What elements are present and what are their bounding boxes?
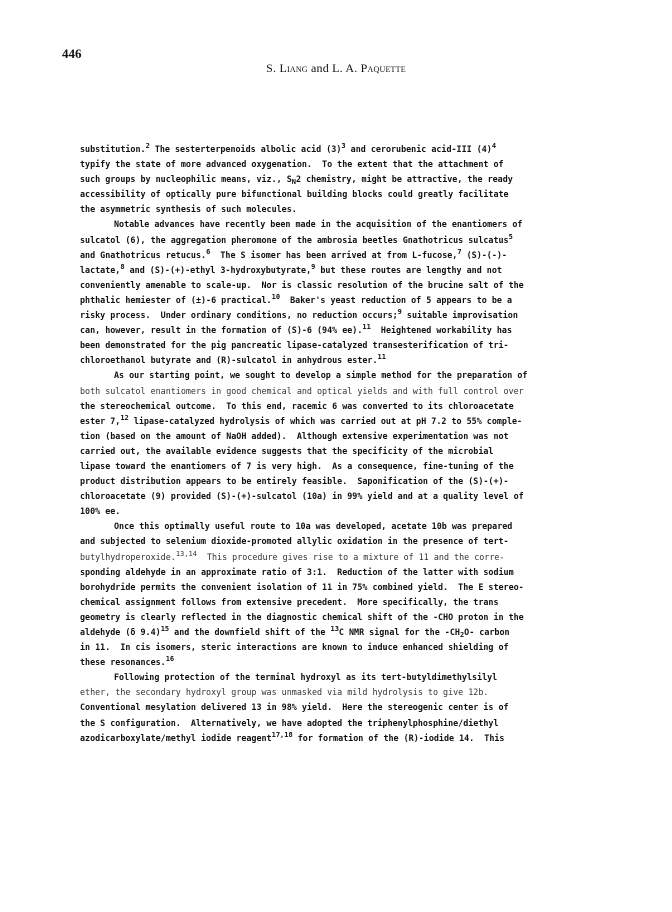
text-line [80, 157, 600, 172]
text-run: suitable improvisation [401, 310, 518, 321]
running-header [0, 61, 672, 76]
text-line [80, 550, 600, 565]
text-line [80, 625, 600, 640]
superscript: 16 [165, 655, 175, 664]
text-line [80, 519, 600, 534]
text-run: azodicarboxylate/methyl iodide reagent [80, 732, 272, 743]
text-run: The sesterterpenoids albolic acid (3) [149, 144, 342, 154]
text-run: but these routes are lengthy and not [315, 264, 502, 275]
superscript: 3 [341, 142, 346, 150]
text-line [80, 716, 600, 731]
text-line [80, 278, 600, 293]
text-line [80, 414, 600, 429]
author-2: L. A. Paquette [332, 61, 406, 75]
superscript: 13,14 [175, 549, 197, 558]
text-line [80, 429, 600, 444]
text-line [80, 233, 600, 248]
text-line [80, 459, 600, 474]
page-number: 446 [62, 46, 82, 61]
text-run: and the downfield shift of the [169, 627, 331, 637]
text-run: and subjected to selenium dioxide-promoted allylic oxidation in the presence of tert- [80, 536, 509, 547]
text-run: The S isomer has been arrived at from L-fucose, [210, 249, 458, 260]
text-run: and Gnathotricus retucus. [80, 249, 207, 260]
text-run: tion (based on the amount of NaOH added). Although extensive experimentation was not [80, 430, 509, 441]
text-run: lipase-catalyzed hydrolysis of which was carried out at pH 7.2 to 55% comple- [128, 415, 523, 426]
author-conjunction: and [310, 61, 329, 75]
text-run: sponding aldehyde in an approximate ratio of 3:1. Reduction of the latter with sodium [80, 566, 514, 577]
text-run: lipase toward the enantiomers of 7 is very high. As a consequence, fine-tuning of the [80, 460, 514, 471]
text-line [80, 384, 600, 399]
text-run: Heightened workability has [370, 325, 512, 336]
text-run: phthalic hemiester of (±)-6 practical. [80, 294, 272, 305]
text-line [80, 293, 600, 308]
text-run: carried out, the available evidence suggests that the specificity of the microbial [80, 445, 494, 456]
superscript: 6 [206, 247, 211, 256]
text-run: in 11. In cis isomers, steric interactions are known to induce enhanced shielding of [80, 642, 509, 653]
text-line [80, 217, 600, 232]
text-line [80, 700, 600, 715]
text-line [80, 731, 600, 746]
text-line [80, 263, 600, 278]
text-line [80, 670, 600, 685]
text-line [80, 640, 600, 655]
text-run: O- carbon [464, 627, 510, 637]
text-run: ether, the secondary hydroxyl group was unmasked via mild hydrolysis to give 12b. [80, 687, 489, 698]
text-line [80, 474, 600, 489]
text-line [80, 399, 600, 414]
superscript: 10 [271, 292, 281, 301]
text-run: the S configuration. Alternatively, we have adopted the triphenylphosphine/diethyl [80, 717, 499, 728]
text-run: aldehyde (δ 9.4) [80, 627, 161, 637]
text-run: risky process. Under ordinary conditions, no reduction occurs; [80, 310, 398, 321]
text-line [80, 565, 600, 580]
body-text [80, 142, 600, 746]
subscript: 2 [459, 631, 465, 639]
text-line [80, 595, 600, 610]
text-line [80, 308, 600, 323]
superscript: 7 [457, 247, 462, 256]
text-line [80, 338, 600, 353]
text-line [80, 142, 600, 157]
superscript: 9 [311, 262, 316, 271]
subscript: N [291, 178, 296, 187]
text-run: butylhydroperoxide. [80, 551, 176, 562]
text-line [80, 534, 600, 549]
text-line [80, 248, 600, 263]
text-run: 100% ee. [80, 506, 121, 517]
text-run: Notable advances have recently been made in the acquisition of the enantiomers of [114, 219, 523, 230]
text-run: both sulcatol enantiomers in good chemical and optical yields and with full control over [80, 385, 524, 396]
text-line [80, 187, 600, 202]
text-line [80, 685, 600, 700]
text-run: (S)-(-)- [461, 249, 507, 260]
text-run: ester 7, [80, 415, 121, 426]
text-run: 2 chemistry, might be attractive, the ready [296, 174, 513, 185]
text-run: This procedure gives rise to a mixture of 11 and the corre- [196, 551, 505, 562]
text-run: and (S)-(+)-ethyl 3-hydroxybutyrate, [124, 264, 312, 275]
text-line [80, 172, 600, 187]
text-run: chemical assignment follows from extensive precedent. More specifically, the trans [80, 596, 499, 607]
superscript: 12 [120, 413, 129, 422]
text-line [80, 323, 600, 338]
text-run: for formation of the (R)-iodide 14. This [292, 732, 505, 743]
text-run: the asymmetric synthesis of such molecules. [80, 204, 297, 215]
text-run: C NMR signal for the -CH [338, 627, 460, 637]
text-line [80, 444, 600, 459]
text-run: conveniently amenable to scale-up. Nor is classic resolution of the brucine salt of the [80, 279, 524, 290]
text-run: the stereochemical outcome. To this end, racemic 6 was converted to its chloroacetate [80, 400, 514, 411]
superscript: 8 [120, 262, 125, 271]
text-line [80, 655, 600, 670]
superscript: 2 [145, 142, 150, 150]
superscript: 13 [330, 625, 339, 633]
text-run: chloroacetate (9) provided (S)-(+)-sulcatol (10a) in 99% yield and at a quality level of [80, 491, 524, 502]
text-line [80, 580, 600, 595]
text-run: product distribution appears to be entirely feasible. Saponification of the (S)-(+)- [80, 476, 509, 487]
text-run: Conventional mesylation delivered 13 in 98% yield. Here the stereogenic center is of [80, 702, 509, 713]
text-run: borohydride permits the convenient isolation of 11 in 75% combined yield. The E stereo- [80, 581, 524, 592]
text-run: such groups by nucleophilic means, viz., S [80, 174, 292, 185]
superscript: 17,18 [271, 730, 293, 739]
text-run: these resonances. [80, 657, 166, 668]
superscript: 11 [377, 353, 386, 362]
text-line [80, 368, 600, 383]
superscript: 15 [160, 625, 170, 633]
text-line [80, 353, 600, 368]
text-run: typify the state of more advanced oxygenation. To the extent that the attachment of [80, 159, 504, 170]
superscript: 5 [508, 232, 513, 241]
text-line [80, 202, 600, 217]
superscript: 9 [397, 308, 402, 317]
text-run: Baker's yeast reduction of 5 appears to be a [280, 294, 512, 305]
text-run: lactate, [80, 264, 121, 275]
text-run: can, however, result in the formation of (S)-6 (94% ee). [80, 325, 363, 336]
author-1: S. Liang [266, 61, 308, 75]
text-run: sulcatol (6), the aggregation pheromone of the ambrosia beetles Gnathotricus sulcatus [80, 234, 509, 245]
text-run: accessibility of optically pure bifunctional building blocks could greatly facilitate [80, 189, 509, 200]
text-line [80, 489, 600, 504]
superscript: 11 [362, 323, 371, 332]
text-line [80, 504, 600, 519]
text-line [80, 610, 600, 625]
text-run: Following protection of the terminal hydroxyl as its tert-butyldimethylsilyl [114, 672, 498, 683]
text-run: Once this optimally useful route to 10a was developed, acetate 10b was prepared [114, 521, 513, 532]
text-run: As our starting point, we sought to develop a simple method for the preparation of [114, 370, 528, 381]
text-run: chloroethanol butyrate and (R)-sulcatol in anhydrous ester. [80, 355, 378, 366]
text-run: been demonstrated for the pig pancreatic lipase-catalyzed transesterification of tri- [80, 340, 509, 351]
text-run: geometry is clearly reflected in the diagnostic chemical shift of the -CHO proton in the [80, 611, 524, 622]
text-run: substitution. [80, 144, 146, 154]
superscript: 4 [491, 142, 497, 150]
text-run: and cerorubenic acid-III (4) [345, 144, 492, 154]
